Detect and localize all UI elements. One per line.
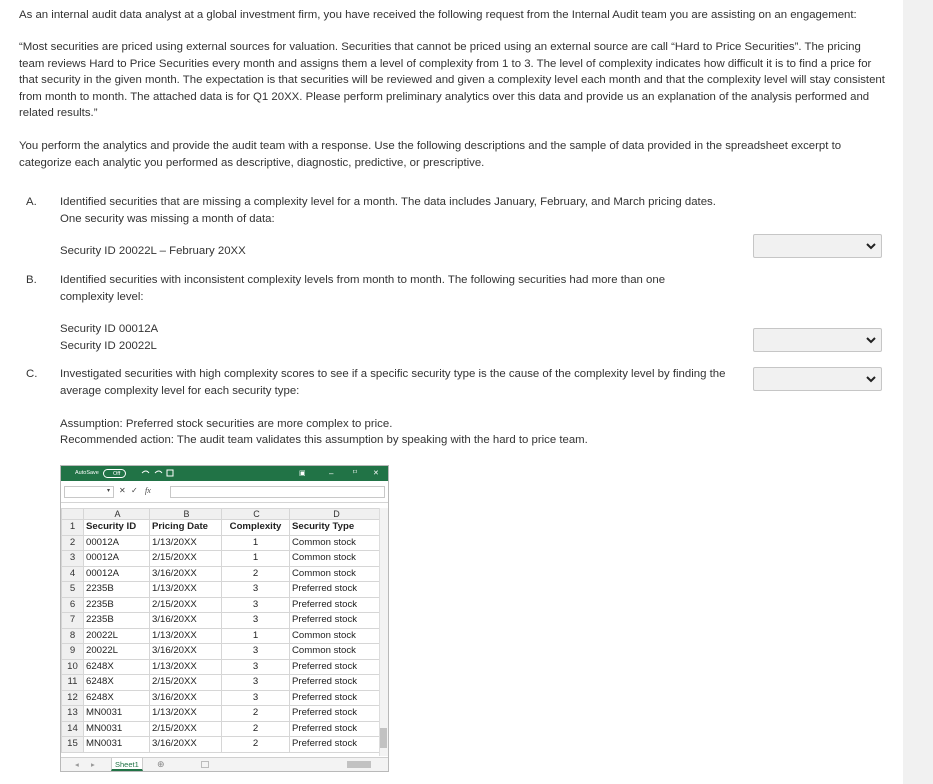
- table-row: [62, 706, 382, 722]
- table-row: [62, 721, 382, 737]
- fx-icon[interactable]: fx: [145, 486, 151, 495]
- cell-pricing-date[interactable]: 2/15/20XX: [150, 597, 222, 613]
- table-row: [62, 582, 382, 598]
- row-number: 2: [62, 535, 84, 551]
- cell-security-type[interactable]: Preferred stock: [290, 675, 382, 691]
- cell-security-type[interactable]: Preferred stock: [290, 597, 382, 613]
- sheet-tab-bar: [61, 757, 388, 771]
- cell-pricing-date[interactable]: 1/13/20XX: [150, 535, 222, 551]
- table-row: [62, 737, 382, 753]
- item-c-letter: C.: [26, 368, 38, 380]
- request-quote: “Most securities are priced using external sources for valuation. Securities that cannot be priced using an external source are call “Hard to Price Securities”. The pricing team reviews Hard to Price Securities every month and assigns them a level of complexity from 1 to 3. The level of complexity indicates how difficult it is to find a price for that security in the given month. The expectation is that securities will be reviewed and given a complexity level each month and that the complexity level will stay consistent from month to month. The attached data is for Q1 20XX. Please perform preliminary analytics over this data and provide us an explanation of the analysis performed and related results.”: [19, 41, 885, 119]
- column-header-row: [62, 509, 382, 520]
- chevron-down-icon: [865, 374, 877, 384]
- header-pricing-date[interactable]: Pricing Date: [150, 520, 222, 536]
- cell-complexity[interactable]: 2: [222, 706, 290, 722]
- column-header[interactable]: B: [150, 509, 222, 520]
- spreadsheet-excerpt: [60, 465, 389, 772]
- cell-security-id[interactable]: 2235B: [84, 597, 150, 613]
- item-c-category-dropdown[interactable]: [753, 367, 882, 391]
- row-number: 15: [62, 737, 84, 753]
- row-number: 12: [62, 690, 84, 706]
- table-row: [62, 613, 382, 629]
- row-number: 13: [62, 706, 84, 722]
- close-button[interactable]: ✕: [373, 470, 379, 477]
- cell-complexity[interactable]: 1: [222, 628, 290, 644]
- table-row: [62, 566, 382, 582]
- chevron-down-icon[interactable]: ▾: [107, 488, 111, 494]
- cell-complexity[interactable]: 3: [222, 597, 290, 613]
- item-a-text: Identified securities that are missing a complexity level for a month. The data includes January, February, and March pricing dates. One security was missing a month of data:: [60, 196, 716, 225]
- restore-button[interactable]: ㅁ: [352, 470, 358, 476]
- row-number: 4: [62, 566, 84, 582]
- cell-security-type[interactable]: Common stock: [290, 551, 382, 567]
- cell-complexity[interactable]: 3: [222, 582, 290, 598]
- cell-security-id[interactable]: 2235B: [84, 613, 150, 629]
- cancel-icon[interactable]: ✕: [119, 486, 126, 495]
- undo-redo-save-icons[interactable]: [141, 469, 175, 478]
- row-number: 1: [62, 520, 84, 536]
- cell-security-type[interactable]: Preferred stock: [290, 659, 382, 675]
- header-security-type[interactable]: Security Type: [290, 520, 382, 536]
- formula-input[interactable]: [170, 486, 385, 498]
- header-security-id[interactable]: Security ID: [84, 520, 150, 536]
- chevron-down-icon: [865, 241, 877, 251]
- excel-title-bar: [61, 466, 388, 481]
- item-c-action: Recommended action: The audit team validates this assumption by speaking with the hard to price team.: [60, 434, 588, 446]
- item-a-category-dropdown[interactable]: [753, 234, 882, 258]
- table-row: [62, 551, 382, 567]
- cell-security-type[interactable]: Preferred stock: [290, 690, 382, 706]
- item-b-letter: B.: [26, 274, 37, 286]
- cell-pricing-date[interactable]: 2/15/20XX: [150, 551, 222, 567]
- cell-security-type[interactable]: Common stock: [290, 628, 382, 644]
- cell-security-type[interactable]: Preferred stock: [290, 582, 382, 598]
- cell-pricing-date[interactable]: 2/15/20XX: [150, 721, 222, 737]
- cell-security-id[interactable]: 20022L: [84, 628, 150, 644]
- table-header-row: [62, 520, 382, 536]
- instruction-text: You perform the analytics and provide the audit team with a response. Use the following descriptions and the sample of data provided in the spreadsheet excerpt to categorize each analytic you performed as descriptive, diagnostic, predictive, or prescriptive.: [19, 140, 842, 169]
- cell-security-id[interactable]: 00012A: [84, 551, 150, 567]
- item-c-text: Investigated securities with high complexity scores to see if a specific security type is the cause of the complexity level by finding the average complexity level for each security type:: [60, 368, 726, 397]
- minimize-button[interactable]: –: [329, 469, 334, 478]
- horizontal-scroll-left[interactable]: [201, 761, 209, 768]
- cell-complexity[interactable]: 2: [222, 566, 290, 582]
- cell-complexity[interactable]: 3: [222, 613, 290, 629]
- cell-security-id[interactable]: 6248X: [84, 659, 150, 675]
- cell-pricing-date[interactable]: 3/16/20XX: [150, 737, 222, 753]
- table-row: [62, 675, 382, 691]
- row-number: 6: [62, 597, 84, 613]
- item-b-text: Identified securities with inconsistent complexity levels from month to month. The following securities had more than one complexity level:: [60, 274, 666, 303]
- add-sheet-icon[interactable]: ⊕: [157, 759, 165, 769]
- cell-pricing-date[interactable]: 2/15/20XX: [150, 675, 222, 691]
- cell-pricing-date[interactable]: 1/13/20XX: [150, 582, 222, 598]
- cell-pricing-date[interactable]: 3/16/20XX: [150, 690, 222, 706]
- table-row: [62, 597, 382, 613]
- scrollbar-thumb[interactable]: [380, 728, 387, 748]
- row-number: 11: [62, 675, 84, 691]
- table-row: [62, 690, 382, 706]
- cell-security-type[interactable]: Preferred stock: [290, 613, 382, 629]
- cell-complexity[interactable]: 3: [222, 644, 290, 660]
- cell-security-id[interactable]: 6248X: [84, 675, 150, 691]
- cell-security-id[interactable]: MN0031: [84, 737, 150, 753]
- grid-body: [62, 535, 382, 752]
- cell-pricing-date[interactable]: 1/13/20XX: [150, 706, 222, 722]
- horizontal-scrollbar-thumb[interactable]: [347, 761, 371, 768]
- cell-security-id[interactable]: 2235B: [84, 582, 150, 598]
- select-all-corner[interactable]: [62, 509, 84, 520]
- cell-pricing-date[interactable]: 1/13/20XX: [150, 659, 222, 675]
- row-number: 7: [62, 613, 84, 629]
- cell-complexity[interactable]: 3: [222, 659, 290, 675]
- cell-pricing-date[interactable]: 1/13/20XX: [150, 628, 222, 644]
- row-number: 9: [62, 644, 84, 660]
- autosave-toggle[interactable]: Off: [103, 469, 126, 478]
- cell-security-id[interactable]: 00012A: [84, 535, 150, 551]
- table-row: [62, 659, 382, 675]
- cell-complexity[interactable]: 2: [222, 721, 290, 737]
- vertical-scrollbar[interactable]: [379, 508, 388, 756]
- item-b-category-dropdown[interactable]: [753, 328, 882, 352]
- cell-complexity[interactable]: 3: [222, 690, 290, 706]
- cell-security-id[interactable]: 6248X: [84, 690, 150, 706]
- cell-complexity[interactable]: 1: [222, 551, 290, 567]
- item-b-detail-2: Security ID 20022L: [60, 340, 157, 352]
- cell-security-id[interactable]: MN0031: [84, 706, 150, 722]
- table-row: [62, 535, 382, 551]
- cell-security-type[interactable]: Preferred stock: [290, 706, 382, 722]
- ribbon-display-icon[interactable]: ▣: [299, 470, 306, 477]
- column-header[interactable]: A: [84, 509, 150, 520]
- column-header[interactable]: D: [290, 509, 382, 520]
- item-a-letter: A.: [26, 196, 37, 208]
- row-number: 10: [62, 659, 84, 675]
- cell-pricing-date[interactable]: 3/16/20XX: [150, 566, 222, 582]
- autosave-label: AutoSave: [75, 470, 99, 476]
- table-row: [62, 644, 382, 660]
- sheet-tab[interactable]: Sheet1: [111, 758, 143, 771]
- cell-complexity[interactable]: 3: [222, 675, 290, 691]
- cell-complexity[interactable]: 1: [222, 535, 290, 551]
- cell-security-id[interactable]: 20022L: [84, 644, 150, 660]
- cell-pricing-date[interactable]: 3/16/20XX: [150, 644, 222, 660]
- table-row: [62, 628, 382, 644]
- cell-security-type[interactable]: Common stock: [290, 644, 382, 660]
- formula-bar: [61, 481, 388, 503]
- header-complexity[interactable]: Complexity: [222, 520, 290, 536]
- data-grid: [61, 508, 382, 753]
- next-sheet-icon[interactable]: ▸: [91, 760, 95, 769]
- previous-sheet-icon[interactable]: ◂: [75, 760, 79, 769]
- intro-text: As an internal audit data analyst at a global investment firm, you have received the following request from the Internal Audit team you are assisting on an engagement:: [19, 9, 857, 21]
- cell-security-type[interactable]: Preferred stock: [290, 737, 382, 753]
- row-number: 14: [62, 721, 84, 737]
- cell-security-id[interactable]: 00012A: [84, 566, 150, 582]
- cell-pricing-date[interactable]: 3/16/20XX: [150, 613, 222, 629]
- item-c-assumption: Assumption: Preferred stock securities are more complex to price.: [60, 418, 393, 430]
- cell-security-type[interactable]: Preferred stock: [290, 721, 382, 737]
- item-a-detail: Security ID 20022L – February 20XX: [60, 245, 246, 257]
- item-b-detail-1: Security ID 00012A: [60, 323, 159, 335]
- cell-security-type[interactable]: Common stock: [290, 566, 382, 582]
- row-number: 3: [62, 551, 84, 567]
- row-number: 8: [62, 628, 84, 644]
- row-number: 5: [62, 582, 84, 598]
- cell-security-type[interactable]: Common stock: [290, 535, 382, 551]
- column-header[interactable]: C: [222, 509, 290, 520]
- confirm-icon[interactable]: ✓: [131, 486, 138, 495]
- chevron-down-icon: [865, 335, 877, 345]
- cell-security-id[interactable]: MN0031: [84, 721, 150, 737]
- cell-complexity[interactable]: 2: [222, 737, 290, 753]
